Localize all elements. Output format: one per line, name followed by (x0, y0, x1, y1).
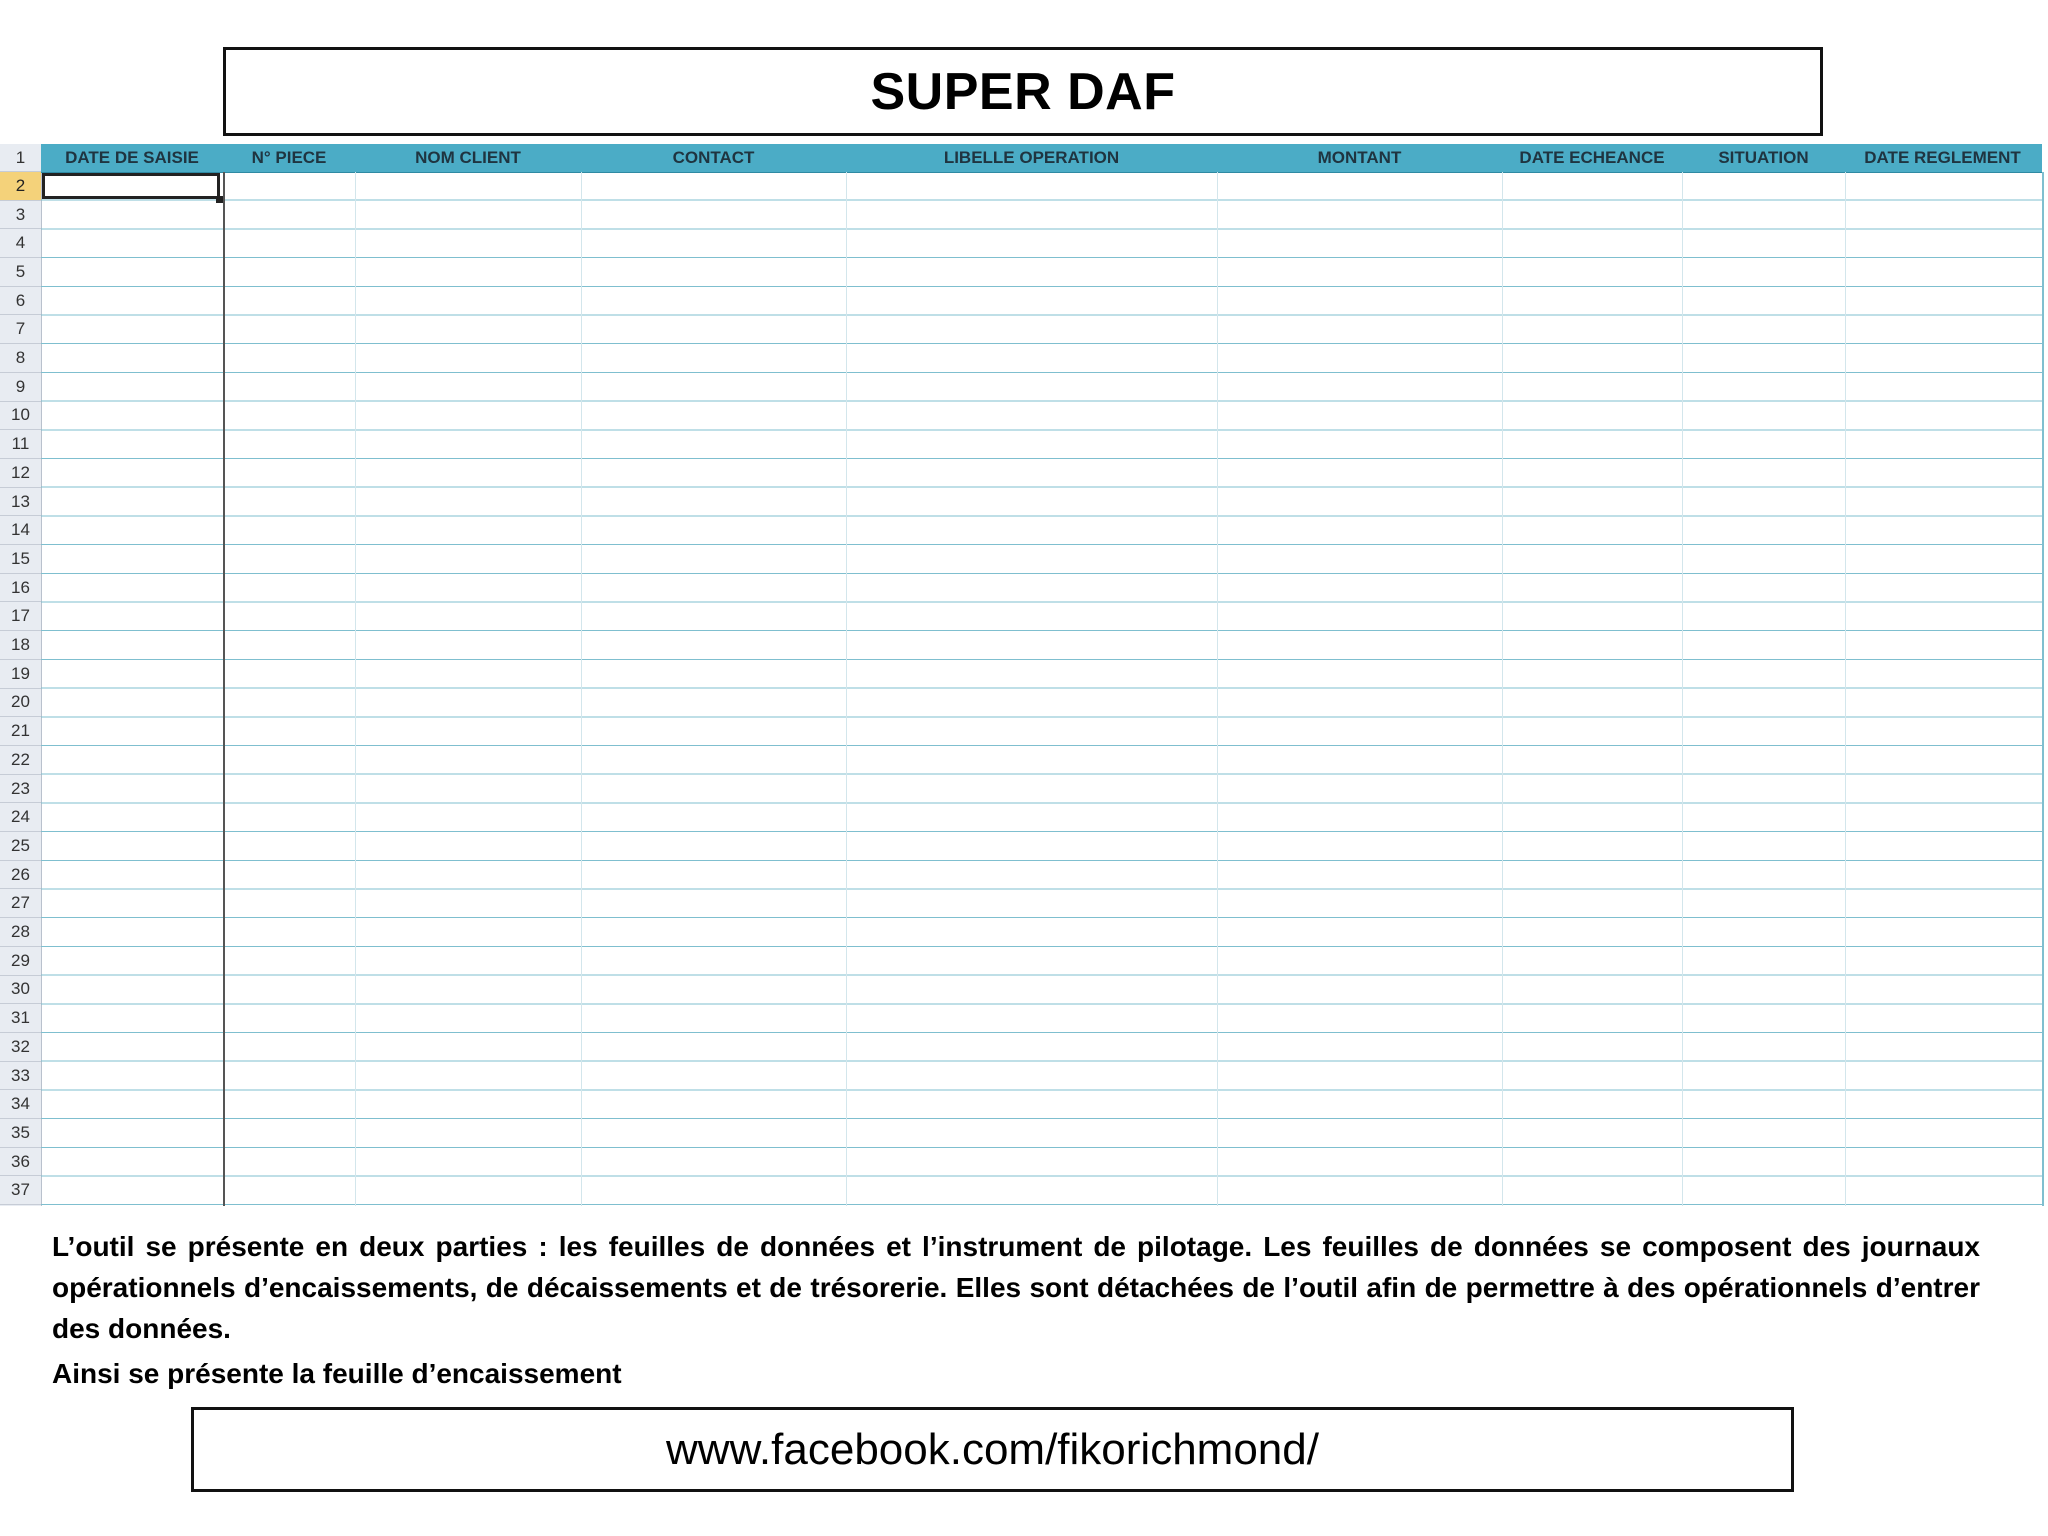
column-divider (1217, 172, 1218, 1206)
title-box (223, 47, 1823, 136)
row-number-13[interactable]: 13 (0, 488, 41, 517)
row-number-22[interactable]: 22 (0, 746, 41, 775)
footer-box (191, 1407, 1794, 1492)
row-number-15[interactable]: 15 (0, 545, 41, 574)
row-number-36[interactable]: 36 (0, 1148, 41, 1177)
column-divider (223, 172, 225, 1206)
column-header-row (41, 144, 2042, 173)
row-number-8[interactable]: 8 (0, 344, 41, 373)
page-title: SUPER DAF (870, 62, 1176, 121)
row-number-2[interactable]: 2 (0, 172, 41, 201)
row-number-14[interactable]: 14 (0, 516, 41, 545)
row-number-9[interactable]: 9 (0, 373, 41, 402)
row-number-33[interactable]: 33 (0, 1062, 41, 1091)
row-number-34[interactable]: 34 (0, 1090, 41, 1119)
column-divider (1682, 172, 1683, 1206)
row-number-18[interactable]: 18 (0, 631, 41, 660)
fill-handle[interactable] (216, 196, 223, 203)
column-header-date-de-saisie[interactable]: DATE DE SAISIE (65, 148, 199, 167)
description-line: Ainsi se présente la feuille d’encaissement (52, 1358, 622, 1389)
row-number-28[interactable]: 28 (0, 918, 41, 947)
spreadsheet[interactable] (0, 144, 2044, 1206)
row-number-4[interactable]: 4 (0, 229, 41, 258)
row-number-29[interactable]: 29 (0, 947, 41, 976)
column-divider (846, 172, 847, 1206)
row-number-17[interactable]: 17 (0, 603, 41, 632)
row-number-25[interactable]: 25 (0, 832, 41, 861)
row-number-21[interactable]: 21 (0, 717, 41, 746)
row-number-7[interactable]: 7 (0, 316, 41, 345)
row-number-19[interactable]: 19 (0, 660, 41, 689)
row-number-10[interactable]: 10 (0, 402, 41, 431)
row-number-11[interactable]: 11 (0, 430, 41, 459)
row-number-31[interactable]: 31 (0, 1004, 41, 1033)
column-header-n-piece[interactable]: N° PIECE (251, 148, 327, 167)
row-number-30[interactable]: 30 (0, 976, 41, 1005)
row-number-6[interactable]: 6 (0, 287, 41, 316)
column-header-date-reglement[interactable]: DATE REGLEMENT (1864, 148, 2021, 167)
row-number-5[interactable]: 5 (0, 258, 41, 287)
column-divider (1845, 172, 1846, 1206)
column-header-situation[interactable]: SITUATION (1718, 148, 1809, 167)
footer-link[interactable]: www.facebook.com/fikorichmond/ (666, 1424, 1319, 1474)
row-number-37[interactable]: 37 (0, 1177, 41, 1206)
column-header-contact[interactable]: CONTACT (672, 148, 755, 167)
column-header-libelle-operation[interactable]: LIBELLE OPERATION (943, 148, 1120, 167)
row-header-column (0, 144, 42, 1206)
row-number-26[interactable]: 26 (0, 861, 41, 890)
row-number-23[interactable]: 23 (0, 775, 41, 804)
cell-grid[interactable] (41, 172, 2044, 1206)
row-number-16[interactable]: 16 (0, 574, 41, 603)
row-number-35[interactable]: 35 (0, 1119, 41, 1148)
column-header-montant[interactable]: MONTANT (1317, 148, 1402, 167)
row-number-20[interactable]: 20 (0, 689, 41, 718)
column-divider (581, 172, 582, 1206)
row-number-24[interactable]: 24 (0, 803, 41, 832)
column-divider (1502, 172, 1503, 1206)
column-divider (355, 172, 356, 1206)
row-number-3[interactable]: 3 (0, 201, 41, 230)
row-number-32[interactable]: 32 (0, 1033, 41, 1062)
column-header-date-echeance[interactable]: DATE ECHEANCE (1519, 148, 1665, 167)
description-paragraph: L’outil se présente en deux parties : les feuilles de données et l’instrument de pilotage. Les feuilles de données se composent des journaux opérationnels d’encaissements, de décaissements et de trésorerie. Elles sont détachées de l’outil afin de permettre à des opérationnels d’entrer des données. (52, 1231, 1980, 1344)
column-header-nom-client[interactable]: NOM CLIENT (415, 148, 521, 167)
row-number-1[interactable]: 1 (0, 144, 41, 172)
active-cell[interactable] (42, 173, 220, 199)
row-number-12[interactable]: 12 (0, 459, 41, 488)
row-number-27[interactable]: 27 (0, 890, 41, 919)
